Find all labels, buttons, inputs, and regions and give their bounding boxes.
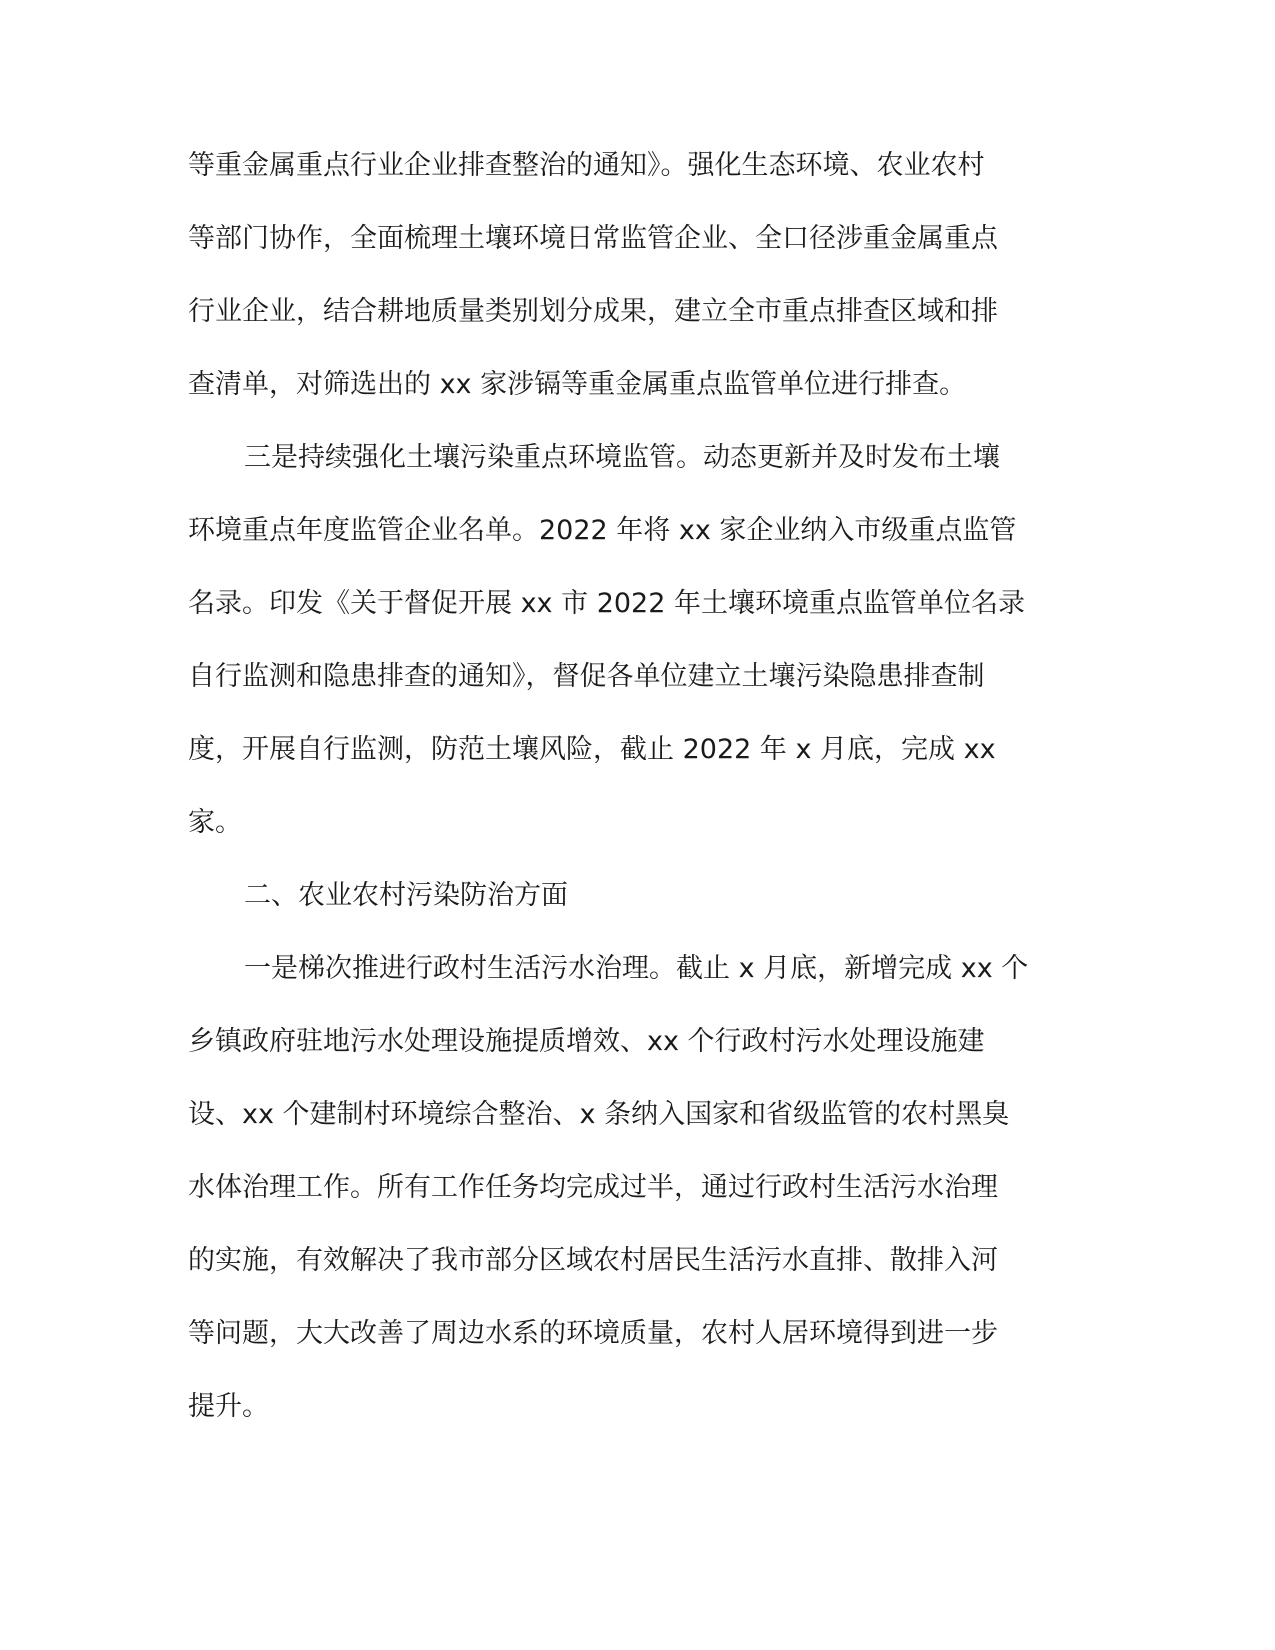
text-line: 度，开展自行监测，防范土壤风险，截止 2022 年 x 月底，完成 xx	[188, 734, 996, 765]
text-line: 自行监测和隐患排查的通知》，督促各单位建立土壤污染隐患排查制	[188, 661, 985, 692]
text-line: 乡镇政府驻地污水处理设施提质增效、xx 个行政村污水处理设施建	[188, 1026, 985, 1057]
text-line: 等重金属重点行业企业排查整治的通知》。强化生态环境、农业农村	[188, 150, 985, 181]
text-line: 提升。	[188, 1391, 269, 1422]
text-line: 行业企业，结合耕地质量类别划分成果，建立全市重点排查区域和排	[188, 296, 998, 327]
text-line: 家。	[188, 807, 242, 838]
paragraph-first-line: 三是持续强化土壤污染重点环境监管。动态更新并及时发布土壤	[244, 442, 1000, 473]
text-line: 等部门协作，全面梳理土壤环境日常监管企业、全口径涉重金属重点	[188, 223, 998, 254]
text-line: 等问题，大大改善了周边水系的环境质量，农村人居环境得到进一步	[188, 1318, 998, 1349]
paragraph-first-line: 一是梯次推进行政村生活污水治理。截止 x 月底，新增完成 xx 个	[244, 953, 1029, 984]
text-line: 设、xx 个建制村环境综合整治、x 条纳入国家和省级监管的农村黑臭	[188, 1099, 1010, 1130]
text-line: 查清单，对筛选出的 xx 家涉镉等重金属重点监管单位进行排查。	[188, 369, 967, 400]
text-line: 水体治理工作。所有工作任务均完成过半，通过行政村生活污水治理	[188, 1172, 998, 1203]
section-heading: 二、农业农村污染防治方面	[244, 880, 568, 911]
text-line: 环境重点年度监管企业名单。2022 年将 xx 家企业纳入市级重点监管	[188, 515, 1017, 546]
text-line: 名录。印发《关于督促开展 xx 市 2022 年土壤环境重点监管单位名录	[188, 588, 1025, 619]
text-line: 的实施，有效解决了我市部分区域农村居民生活污水直排、散排入河	[188, 1245, 998, 1276]
